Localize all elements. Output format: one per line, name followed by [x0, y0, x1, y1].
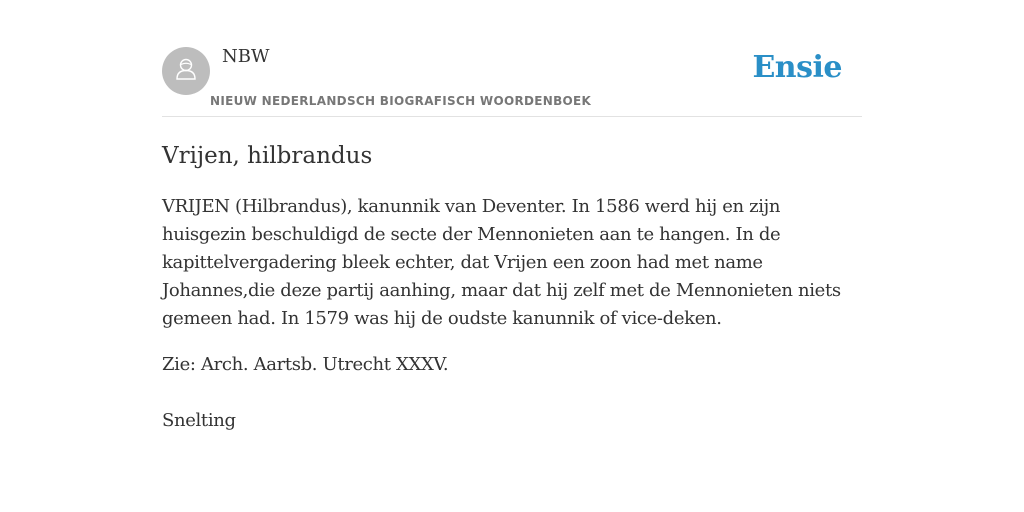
article-body: VRIJEN (Hilbrandus), kanunnik van Deventer. In 1586 werd hij en zijn huisgezin beschuldigd de secte der Mennonieten aan te hangen. In de kapittelvergadering bleek echter, dat Vrijen een zoon had met name Johannes,die deze partij aanhing, maar dat hij zelf met de Mennonieten niets gemeen had. In 1579 was hij de oudste kanunnik of vice-deken.: [162, 196, 841, 329]
page-title: Vrijen, hilbrandus: [162, 143, 373, 169]
source-label: NIEUW NEDERLANDSCH BIOGRAFISCH WOORDENBOEK: [210, 94, 592, 108]
brand-logo[interactable]: Ensie: [752, 50, 842, 85]
reference-text: Zie: Arch. Aartsb. Utrecht XXXV.: [162, 354, 449, 375]
article-container: [162, 0, 862, 435]
author-name[interactable]: NBW: [222, 46, 270, 67]
avatar[interactable]: [162, 47, 210, 95]
signature-text: Snelting: [162, 410, 236, 431]
user-icon: [172, 55, 200, 88]
header: [162, 0, 862, 117]
